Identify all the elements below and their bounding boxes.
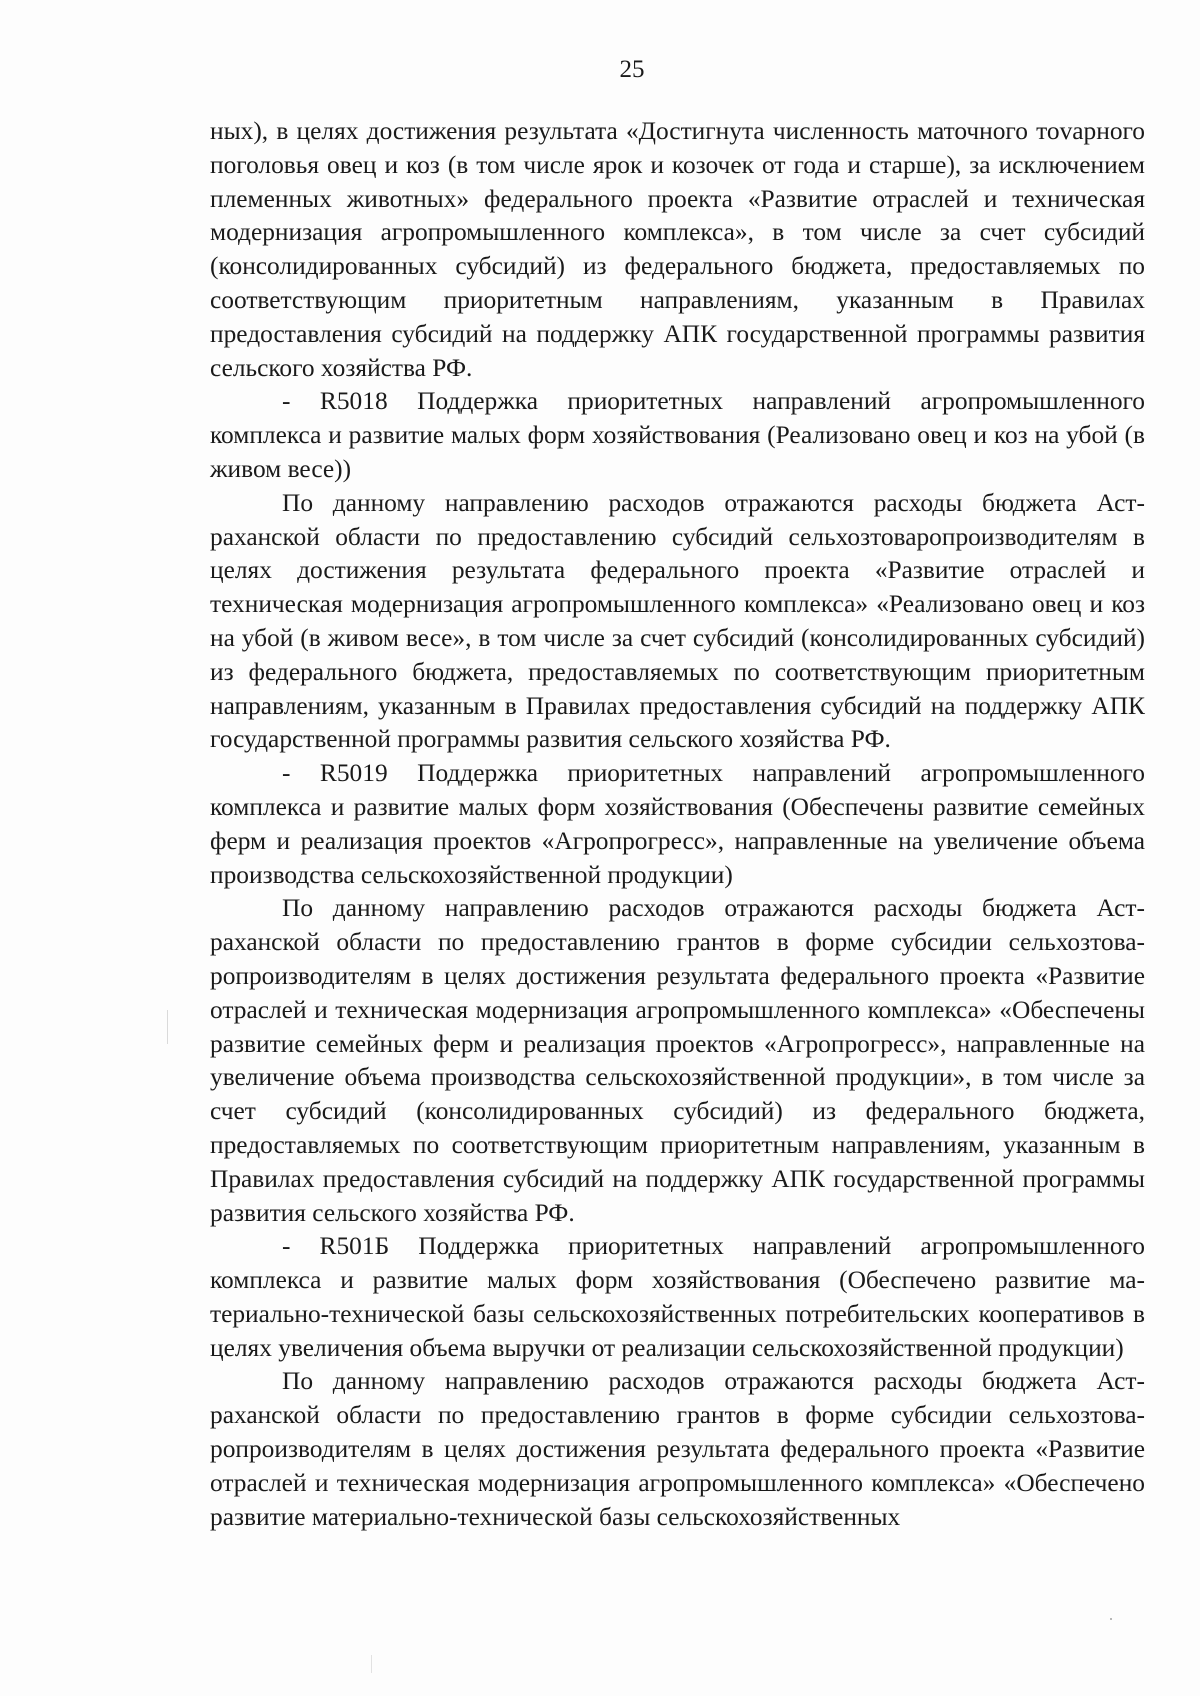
paragraph-r501b-description: По данному направлению расходов отражаются расходы бюджета Астраханской области по предоставлению грантов в форме субсидии сельхозтоваропроизводителям в целях достижения результата федерального проекта «Развитие отраслей и техническая модернизация агропромышленного комплекса» «Обеспечено развитие материально-технической базы сельскохозяйственных bbox=[210, 1367, 1145, 1531]
budget-code-r5018: - R5018 Поддержка приоритетных направлений агропромышленного комплекса и развитие малых форм хозяйствования (Реализовано овец и коз на убой (в живом весе)) bbox=[210, 387, 1145, 483]
paragraph-continuation: ных), в целях достижения результата «Достигнута численность маточного тоvарного поголовья овец и коз (в том числе ярок и козочек от года и старше), за исключением племенных животных» федерального проекта «Развитие отраслей и техническая модернизация агропромышленного комплекса», в том числе за счет субсидий (консолидированных субсидий) из федерального бюджета, предоставляемых по соответствующим приоритетным направлениям, указанным в Правилах предоставления субсидий на поддержку АПК государственной программы развития сельского хозяйства РФ. bbox=[210, 117, 1145, 382]
page-number: 25 bbox=[619, 56, 645, 83]
scan-margin-mark bbox=[371, 1655, 372, 1673]
document-body bbox=[210, 115, 1145, 1534]
scan-margin-mark bbox=[167, 1010, 168, 1044]
paragraph-r5018-description: По данному направлению расходов отражаются расходы бюджета Астраханской области по предоставлению субсидий сельхозтоваропроизводителям в целях достижения результата федерального проекта «Развитие отраслей и техническая модернизация агропромышленного комплекса» «Реализовано овец и коз на убой (в живом весе», в том числе за счет субсидий (консолидированных субсидий) из федерального бюджета, предоставляемых по соответствующим приоритетным направлениям, указанным в Правилах предоставления субсидий на поддержку АПК государственной программы развития сельского хозяйства РФ. bbox=[210, 488, 1145, 754]
budget-code-r501b: - R501Б Поддержка приоритетных направлений агропромышленного комплекса и развитие малых форм хозяйствования (Обеспечено развитие материально-технической базы сельскохозяйственных потребительских кооперативов в целях увеличения объема выручки от реализации сельскохозяйственной продукции) bbox=[210, 1232, 1145, 1362]
scan-speck bbox=[1110, 1618, 1112, 1620]
budget-code-r5019: - R5019 Поддержка приоритетных направлений агропромышленного комплекса и развитие малых форм хозяйствования (Обеспечены развитие семейных ферм и реализация проектов «Агропрогресс», направленные на увеличение объема производства сельскохозяйственной продукции) bbox=[210, 759, 1145, 889]
paragraph-r5019-description: По данному направлению расходов отражаются расходы бюджета Астраханской области по предоставлению грантов в форме субсидии сельхозтоваропроизводителям в целях достижения результата федерального проекта «Развитие отраслей и техническая модернизация агропромышленного комплекса» «Обеспечены развитие семейных ферм и реализация проектов «Агропрогресс», направленные на увеличение объема производства сельскохозяйственной продукции», в том числе за счет субсидий (консолидированных субсидий) из федерального бюджета, предоставляемых по соответствующим приоритетным направлениям, указанным в Правилах предоставления субсидий на поддержку АПК государственной программы развития сельского хозяйства РФ. bbox=[210, 894, 1145, 1227]
